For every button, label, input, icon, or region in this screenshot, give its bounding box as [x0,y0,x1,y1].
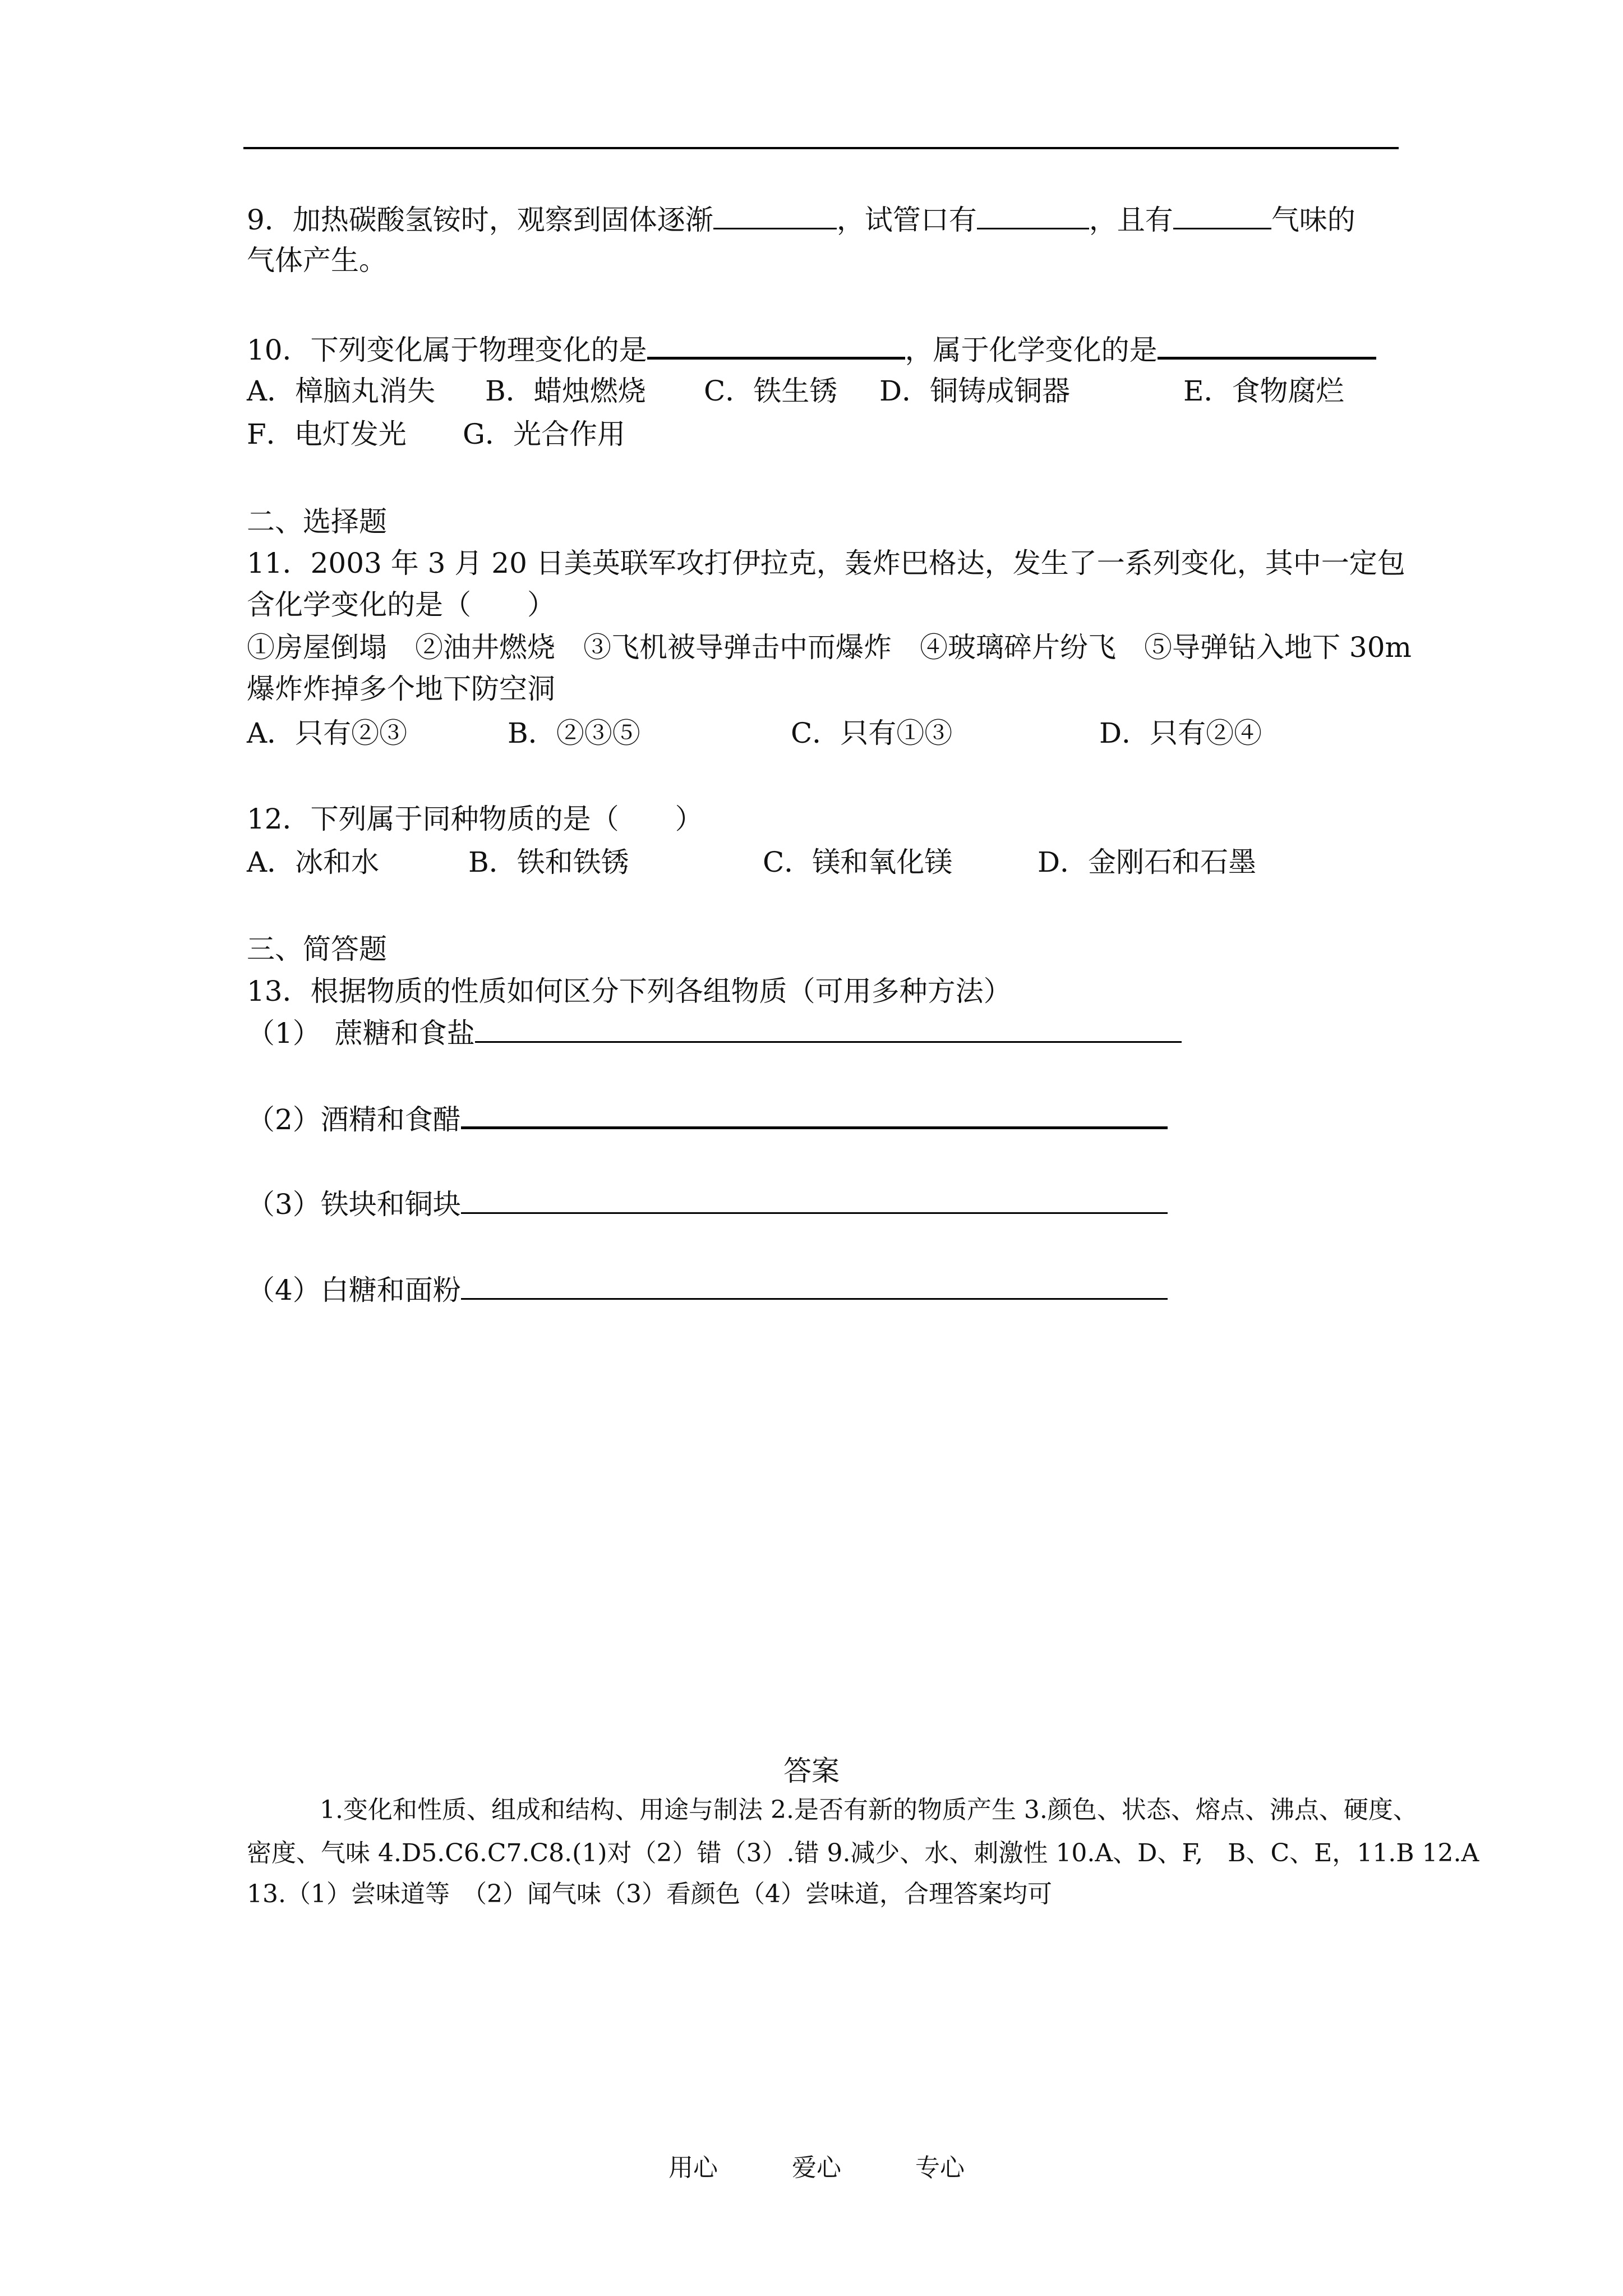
question-9-line-2: 气体产生。 [247,244,387,277]
answers-line-2: 密度、气味 4.D5.C6.C7.C8.(1)对（2）错（3）.错 9.减少、水、刺激性 10.A、D、F, B、C、E，11.B 12.A [247,1839,1479,1867]
option: A．只有②③ [247,717,408,749]
answers-title: 答案 [783,1755,840,1787]
answer-blank[interactable] [461,1101,1168,1129]
option: F．电灯发光 [247,418,407,450]
item-label: （3）铁块和铜块 [247,1188,461,1221]
answer-blank-chemical[interactable] [1158,331,1376,360]
question-13-item-4 [247,1272,1168,1308]
question-9-line-1 [247,202,1355,238]
question-10-options-row-1 [247,373,1344,409]
option: A．冰和水 [247,846,380,878]
answers-line-1: 1.变化和性质、组成和结构、用途与制法 2.是否有新的物质产生 3.颜色、状态、熔点、沸点、硬度、 [320,1796,1418,1824]
question-11-line-1: 11．2003 年 3 月 20 日美英联军攻打伊拉克，轰炸巴格达，发生了一系列变化，其中一定包 [247,547,1405,579]
question-12-stem: 12．下列属于同种物质的是（ ） [247,803,703,835]
header-rule [243,147,1399,149]
option: D．只有②④ [1099,717,1262,749]
question-9-text: 9．加热碳酸氢铵时，观察到固体逐渐 [247,204,713,236]
option: C．铁生锈 [704,375,838,407]
option: C．镁和氧化镁 [763,846,953,878]
answers-line-3: 13.（1）尝味道等 （2）闻气味（3）看颜色（4）尝味道，合理答案均可 [247,1880,1052,1908]
option: B．蜡烛燃烧 [485,375,646,407]
question-13-item-3 [247,1186,1168,1222]
item-label: （1） 蔗糖和食盐 [247,1017,475,1050]
question-12-options [247,844,1257,880]
answer-blank[interactable] [475,1015,1182,1043]
option: C．只有①③ [791,717,953,749]
option: G．光合作用 [463,418,625,450]
option: E．食物腐烂 [1183,375,1344,407]
question-13-item-2 [247,1101,1168,1138]
question-9-text: ，且有 [1089,204,1173,236]
option: B．②③⑤ [508,717,640,749]
question-10-stem [247,331,1376,368]
option: D．金刚石和石墨 [1038,846,1257,878]
option: A．樟脑丸消失 [247,375,436,407]
option: B．铁和铁锈 [468,846,629,878]
option: D．铜铸成铜器 [879,375,1071,407]
question-11-line-3: ①房屋倒塌 ②油井燃烧 ③飞机被导弹击中而爆炸 ④玻璃碎片纷飞 ⑤导弹钻入地下 30m [247,631,1412,664]
question-9-text: ，试管口有 [836,204,977,236]
question-11-options [247,715,1262,751]
section-heading-choice: 二、选择题 [247,505,387,538]
answer-blank-physical[interactable] [647,331,905,360]
answer-blank[interactable] [1173,202,1271,229]
footer-text: 爱心 [792,2154,841,2182]
item-label: （2）酒精和食醋 [247,1103,461,1136]
question-11-line-4: 爆炸炸掉多个地下防空洞 [247,673,555,705]
question-13-item-1 [247,1015,1182,1051]
item-label: （4）白糖和面粉 [247,1274,461,1306]
question-10-text: 10．下列变化属于物理变化的是 [247,334,647,366]
footer-text: 专心 [915,2154,965,2182]
question-10-text: ，属于化学变化的是 [905,334,1158,366]
answer-blank[interactable] [713,202,837,229]
question-9-text: 气味的 [1271,204,1355,236]
answer-blank[interactable] [461,1272,1168,1300]
answer-blank[interactable] [461,1186,1168,1214]
footer-text: 用心 [668,2154,718,2182]
question-11-line-2: 含化学变化的是（ ） [247,588,555,621]
section-heading-short-answer: 三、简答题 [247,933,387,965]
question-10-options-row-2 [247,416,625,452]
question-13-stem: 13．根据物质的性质如何区分下列各组物质（可用多种方法） [247,975,1012,1007]
answer-blank[interactable] [977,202,1089,229]
